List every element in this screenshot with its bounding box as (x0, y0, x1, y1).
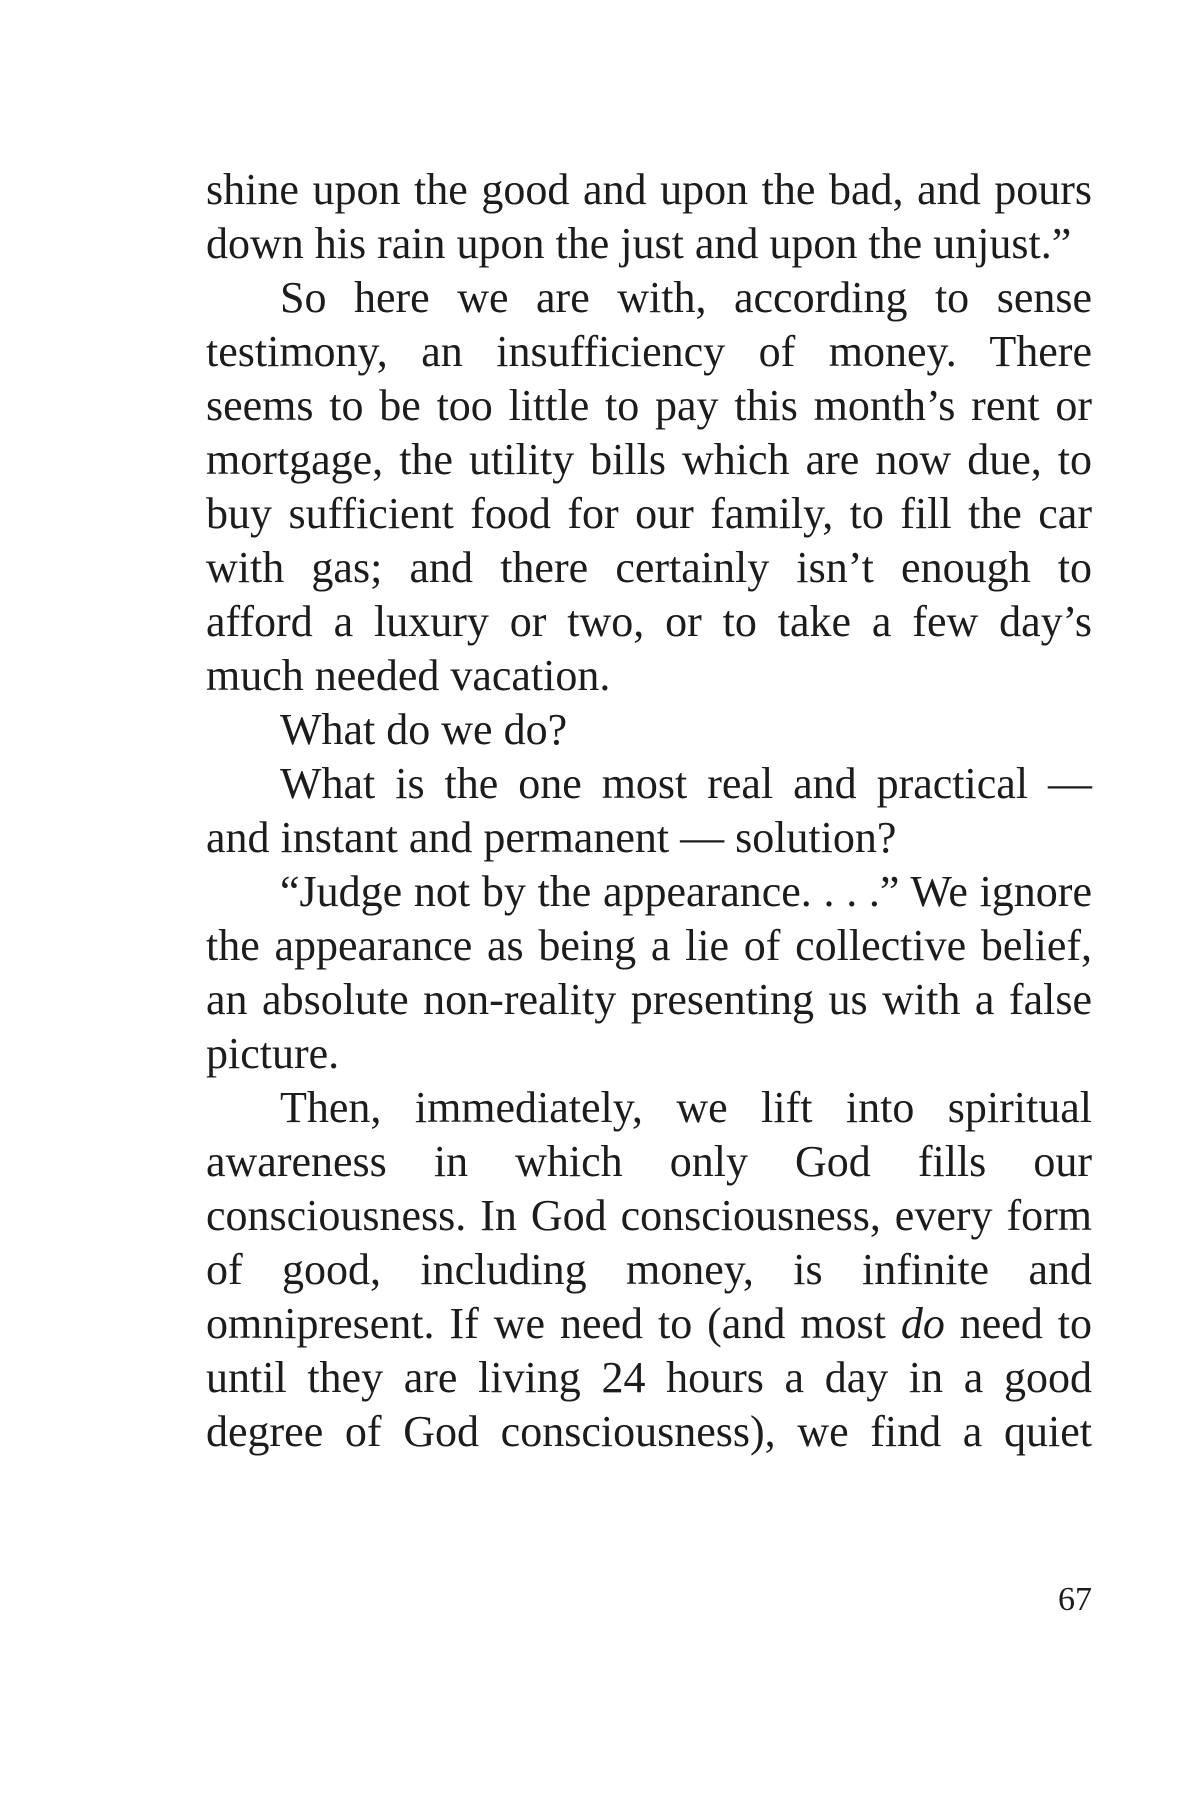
paragraph-continuation: shine upon the good and upon the bad, and pours down his rain upon the just and upon the unjust.” (206, 165, 1092, 268)
paragraph-sense-testimony: So here we are with, according to sense testimony, an insufficiency of money. There seems to be too little to pay this month’s rent or mortgage, the utility bills which are now due, to buy sufficient food for our family, to fill the car with gas; and there certainly isn’t enough to afford a luxury or two, or to take a few day’s much needed vacation. (206, 273, 1092, 700)
page-number: 67 (1058, 1581, 1092, 1618)
body-text (206, 163, 1092, 1459)
paragraph-spiritual-awareness (206, 1081, 1092, 1459)
emphasized-word: do (900, 1299, 945, 1348)
paragraph-text-after-emphasis: need to until they are living 24 hours a day in a good degree of God consciousness), we find a quiet (206, 1299, 1092, 1456)
paragraph-solution-question: What is the one most real and practical — and instant and permanent — solution? (206, 759, 1092, 862)
paragraph-text-before-emphasis: Then, immediately, we lift into spiritual awareness in which only God fills our consciousness. In God consciousness, every form of good, including money, is infinite and omnipresent. If we need to (and most (206, 1083, 1092, 1348)
paragraph-what-do-we-do: What do we do? (280, 705, 568, 754)
paragraph-judge-not: “Judge not by the appearance. . . .” We ignore the appearance as being a lie of collective belief, an absolute non-reality presenting us with a false picture. (206, 867, 1092, 1078)
